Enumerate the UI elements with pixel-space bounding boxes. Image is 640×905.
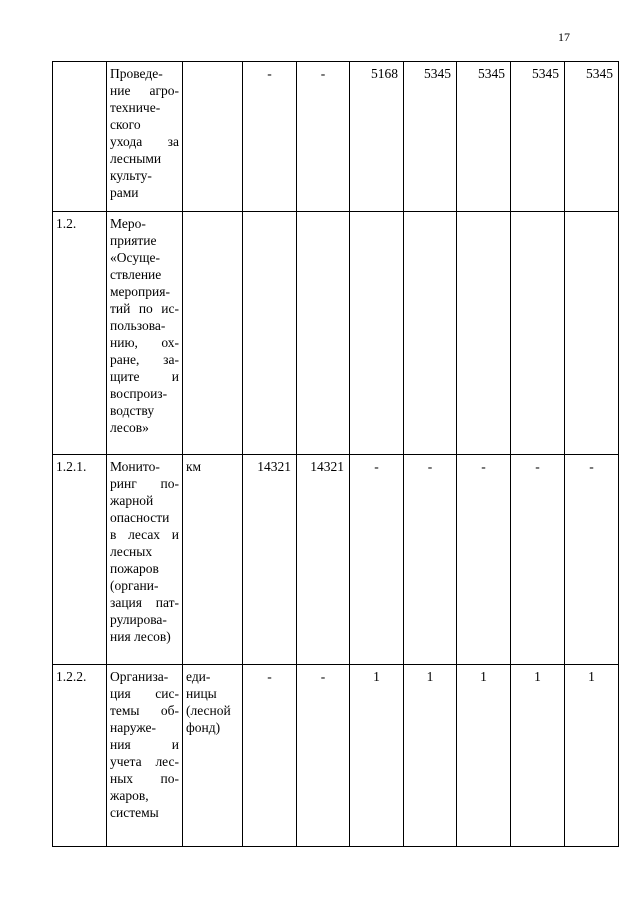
value-cell: 1 [350, 665, 404, 847]
description-line: мероприя- [110, 284, 170, 299]
description-line: водству [110, 403, 155, 418]
row-description [107, 62, 183, 212]
description-line: (органи- [110, 578, 159, 593]
description-line: ние агро- [110, 83, 179, 98]
row-description [107, 455, 183, 665]
value-cell [350, 212, 404, 455]
value-cell: 1 [511, 665, 565, 847]
description-line: техниче- [110, 100, 161, 115]
description-line: ухода за [110, 134, 179, 149]
description-line: учета лес- [110, 754, 179, 769]
description-line: Монито- [110, 459, 160, 474]
description-line: приятие [110, 233, 157, 248]
description-line: «Осуще- [110, 250, 160, 265]
value-cell: - [297, 62, 350, 212]
value-cell [511, 212, 565, 455]
value-cell: 1 [565, 665, 619, 847]
table-row [53, 62, 619, 212]
description-line: культу- [110, 168, 152, 183]
row-description [107, 665, 183, 847]
value-cell: 5345 [457, 62, 511, 212]
table-row [53, 455, 619, 665]
description-line: ных по- [110, 771, 179, 786]
value-cell: - [457, 455, 511, 665]
description-line: ского [110, 117, 141, 132]
value-cell: - [243, 665, 297, 847]
value-cell: 1 [404, 665, 457, 847]
description-line: зация пат- [110, 595, 179, 610]
description-line: лесными [110, 151, 162, 166]
description-line: тий по ис- [110, 301, 179, 316]
description-line: опасности [110, 510, 170, 525]
row-number: 1.2.2. [53, 665, 107, 847]
description-line: пользова- [110, 318, 166, 333]
row-number: 1.2. [53, 212, 107, 455]
row-unit [183, 665, 243, 847]
value-cell: - [350, 455, 404, 665]
value-cell [457, 212, 511, 455]
description-line: ране, за- [110, 352, 179, 367]
table-row [53, 665, 619, 847]
value-cell: - [565, 455, 619, 665]
value-cell: 5168 [350, 62, 404, 212]
row-description [107, 212, 183, 455]
description-line: ния лесов) [110, 629, 171, 644]
description-line: щите и [110, 369, 179, 384]
description-line: нию, ох- [110, 335, 179, 350]
description-line: в лесах и [110, 527, 179, 542]
description-line: жаров, [110, 788, 149, 803]
description-line: лесных [110, 544, 153, 559]
value-cell: - [243, 62, 297, 212]
row-number: 1.2.1. [53, 455, 107, 665]
description-line: Организа- [110, 669, 169, 684]
value-cell [297, 212, 350, 455]
value-cell: - [297, 665, 350, 847]
value-cell: 5345 [404, 62, 457, 212]
description-line: Меро- [110, 216, 146, 231]
description-line: рами [110, 185, 139, 200]
page-number: 17 [558, 30, 570, 44]
description-line: лесов» [110, 420, 149, 435]
description-line: воспроиз- [110, 386, 168, 401]
row-unit [183, 212, 243, 455]
value-cell: 14321 [243, 455, 297, 665]
program-table [52, 61, 619, 847]
value-cell: - [511, 455, 565, 665]
value-cell: 5345 [565, 62, 619, 212]
description-line: ствление [110, 267, 162, 282]
description-line: ция сис- [110, 686, 179, 701]
value-cell [565, 212, 619, 455]
value-cell: 5345 [511, 62, 565, 212]
row-unit [183, 455, 243, 665]
description-line: темы об- [110, 703, 179, 718]
description-line: наруже- [110, 720, 156, 735]
description-line: ринг по- [110, 476, 179, 491]
table-row [53, 212, 619, 455]
unit-line: ницы [186, 686, 217, 701]
row-unit [183, 62, 243, 212]
value-cell: 1 [457, 665, 511, 847]
unit-line: (лесной [186, 703, 231, 718]
value-cell [404, 212, 457, 455]
unit-line: км [186, 459, 202, 474]
description-line: ния и [110, 737, 179, 752]
description-line: Проведе- [110, 66, 163, 81]
description-line: пожаров [110, 561, 159, 576]
value-cell: - [404, 455, 457, 665]
unit-line: еди- [186, 669, 211, 684]
value-cell: 14321 [297, 455, 350, 665]
unit-line: фонд) [186, 720, 221, 735]
description-line: системы [110, 805, 159, 820]
row-number [53, 62, 107, 212]
description-line: рулирова- [110, 612, 167, 627]
value-cell [243, 212, 297, 455]
description-line: жарной [110, 493, 154, 508]
